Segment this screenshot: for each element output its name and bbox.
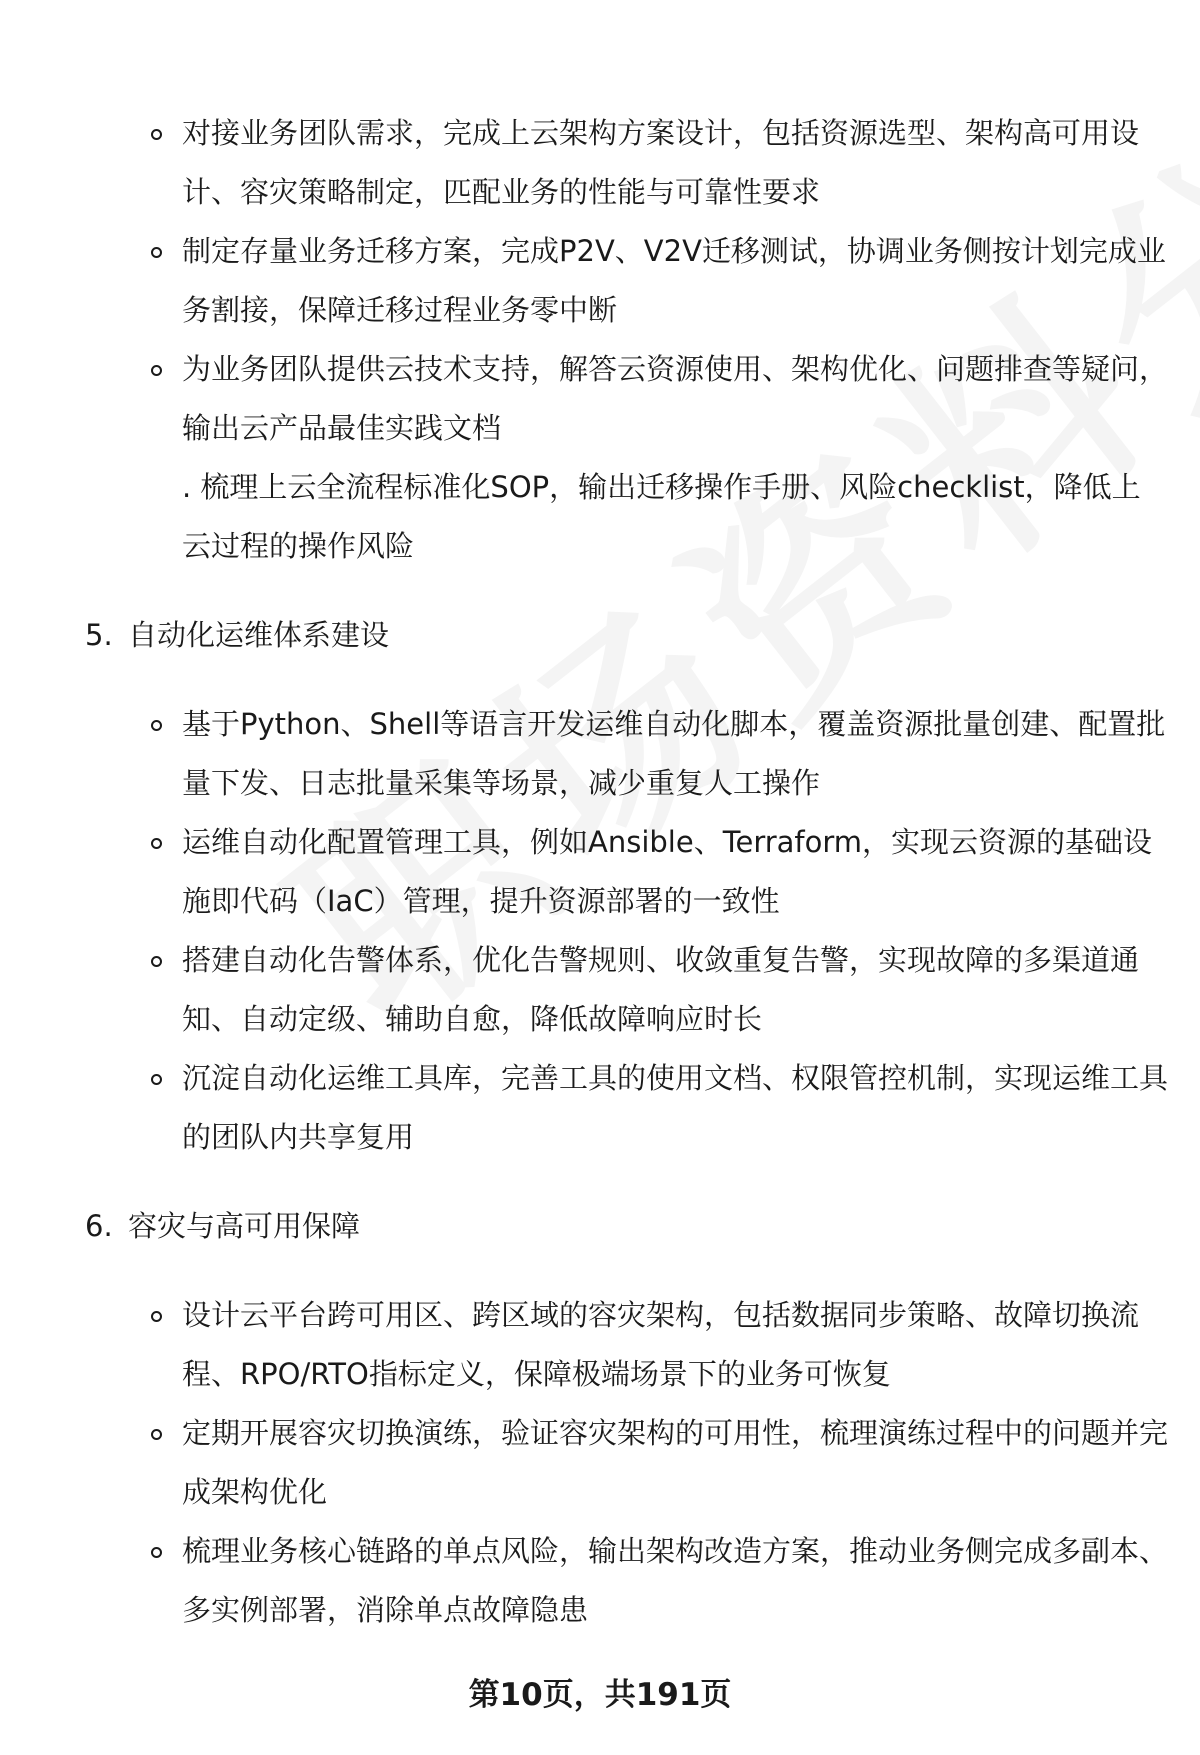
list-item-text: 基于Python、Shell等语言开发运维自动化脚本，覆盖资源批量创建、配置批量下发、日志批量采集等场景，减少重复人工操作 [182,707,1166,800]
hollow-circle-bullet-icon [151,129,162,140]
section-heading-6 [0,1197,1200,1256]
list-item [0,1049,1200,1167]
bullet-list-section6 [0,1286,1200,1640]
list-item-text: 运维自动化配置管理工具，例如Ansible、Terraform，实现云资源的基础设施即代码（IaC）管理，提升资源部署的一致性 [182,825,1153,918]
list-item-text: 沉淀自动化运维工具库，完善工具的使用文档、权限管控机制，实现运维工具的团队内共享复用 [182,1061,1169,1154]
list-item-text: 梳理业务核心链路的单点风险，输出架构改造方案，推动业务侧完成多副本、多实例部署，消除单点故障隐患 [182,1534,1169,1627]
hollow-circle-bullet-icon [151,956,162,967]
section-title: 容灾与高可用保障 [128,1209,361,1243]
list-item [0,1404,1200,1522]
list-item-text: 定期开展容灾切换演练，验证容灾架构的可用性，梳理演练过程中的问题并完成架构优化 [182,1416,1169,1509]
hollow-circle-bullet-icon [151,365,162,376]
hollow-circle-bullet-icon [151,720,162,731]
list-item [0,222,1200,340]
hollow-circle-bullet-icon [151,1547,162,1558]
section-number: 5. [85,618,113,652]
list-item [0,1286,1200,1404]
section-title: 自动化运维体系建设 [128,618,390,652]
list-item [0,340,1200,458]
bullet-list-section5 [0,695,1200,1167]
list-item [0,104,1200,222]
list-item [0,813,1200,931]
section-number: 6. [85,1209,113,1243]
list-item-text: 搭建自动化告警体系，优化告警规则、收敛重复告警，实现故障的多渠道通知、自动定级、辅助自愈，降低故障响应时长 [182,943,1140,1036]
section-heading-5 [0,606,1200,665]
list-item-text: 对接业务团队需求，完成上云架构方案设计，包括资源选型、架构高可用设计、容灾策略制定，匹配业务的性能与可靠性要求 [182,116,1140,209]
hollow-circle-bullet-icon [151,1074,162,1085]
page-number-footer: 第10页，共191页 [468,1677,732,1713]
page-content [0,104,1200,1640]
list-item-text: 制定存量业务迁移方案，完成P2V、V2V迁移测试，协调业务侧按计划完成业务割接，保障迁移过程业务零中断 [182,234,1166,327]
list-item [0,1522,1200,1640]
list-item [0,931,1200,1049]
hollow-circle-bullet-icon [151,1311,162,1322]
list-item [0,695,1200,813]
bullet-list-block1 [0,104,1200,458]
note-paragraph: . 梳理上云全流程标准化SOP，输出迁移操作手册、风险checklist，降低上云过程的操作风险 [182,470,1141,563]
hollow-circle-bullet-icon [151,838,162,849]
hollow-circle-bullet-icon [151,1429,162,1440]
hollow-circle-bullet-icon [151,247,162,258]
list-item-text: 设计云平台跨可用区、跨区域的容灾架构，包括数据同步策略、故障切换流程、RPO/RTO指标定义，保障极端场景下的业务可恢复 [182,1298,1140,1391]
list-item-text: 为业务团队提供云技术支持，解答云资源使用、架构优化、问题排查等疑问，输出云产品最佳实践文档 [182,352,1169,445]
